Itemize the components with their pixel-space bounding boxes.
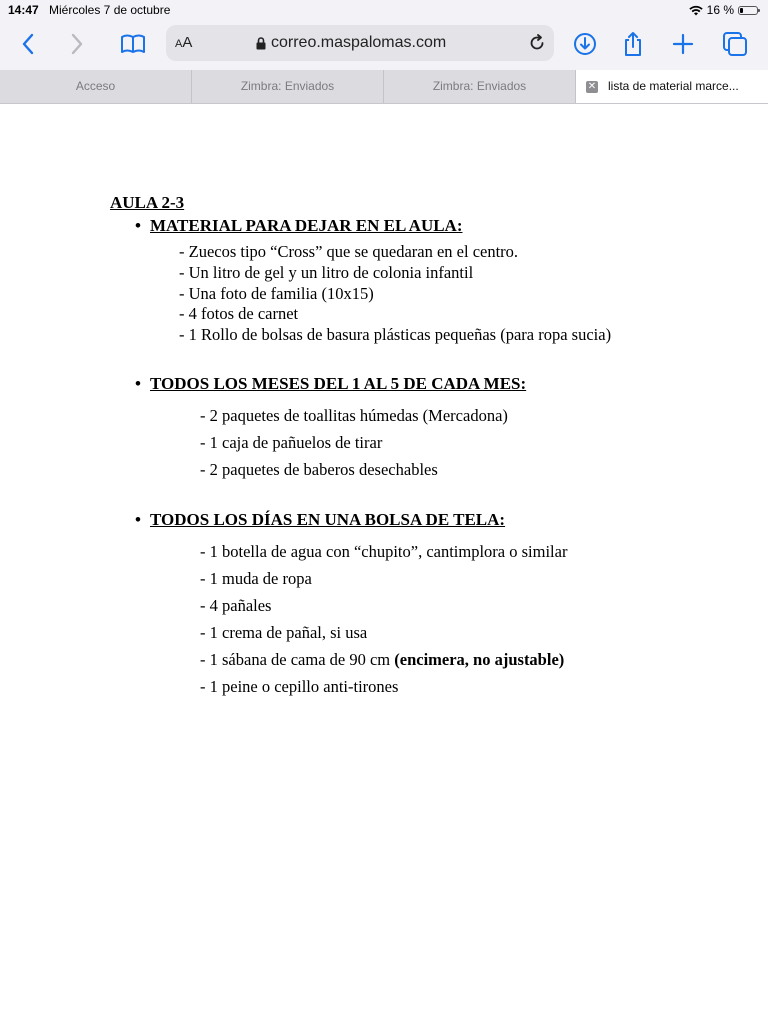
address-bar[interactable] <box>166 25 554 61</box>
status-time: 14:47 <box>8 3 39 17</box>
tab-acceso[interactable]: Acceso <box>0 70 192 103</box>
list-item: - Zuecos tipo “Cross” que se quedaran en el centro. <box>179 242 519 261</box>
document-title: AULA 2-3 <box>110 193 185 212</box>
list-item: - 1 caja de pañuelos de tirar <box>200 433 383 452</box>
battery-icon <box>738 6 758 15</box>
reader-options-button[interactable]: AA <box>175 34 193 51</box>
tab-strip <box>0 70 768 104</box>
bullet-icon: • <box>135 216 141 235</box>
list-item: - Una foto de familia (10x15) <box>179 284 374 303</box>
status-right <box>689 3 758 17</box>
wifi-icon <box>689 5 703 16</box>
url-text: correo.maspalomas.com <box>271 34 447 51</box>
url-display[interactable] <box>256 34 446 52</box>
close-tab-icon[interactable]: ✕ <box>587 80 597 92</box>
list-item: - Un litro de gel y un litro de colonia infantil <box>179 263 474 282</box>
section-heading: • MATERIAL PARA DEJAR EN EL AULA: <box>135 216 463 235</box>
status-bar <box>0 0 768 20</box>
list-item: - 1 muda de ropa <box>200 569 312 588</box>
tab-zimbra-enviados-1[interactable]: Zimbra: Enviados <box>192 70 384 103</box>
browser-toolbar <box>0 20 768 70</box>
list-item: - 4 pañales <box>200 596 272 615</box>
document-viewer <box>0 104 768 1024</box>
battery-percent: 16 % <box>706 3 734 17</box>
list-item: - 1 peine o cepillo anti-tirones <box>200 677 399 696</box>
new-tab-icon[interactable] <box>668 29 698 59</box>
reload-icon[interactable] <box>527 33 547 53</box>
bold-note: (encimera, no ajustable) <box>394 650 565 669</box>
share-icon[interactable] <box>618 29 648 59</box>
bookmarks-icon[interactable] <box>118 29 148 59</box>
back-icon[interactable] <box>13 29 43 59</box>
forward-icon[interactable] <box>62 29 92 59</box>
list-item: - 2 paquetes de toallitas húmedas (Mercadona) <box>200 406 508 425</box>
bullet-icon: • <box>135 374 141 393</box>
list-item: - 1 crema de pañal, si usa <box>200 623 368 642</box>
bullet-icon: • <box>135 510 141 529</box>
tab-title: lista de material marce... <box>608 79 739 93</box>
list-item: - 4 fotos de carnet <box>179 304 299 323</box>
list-item: - 1 botella de agua con “chupito”, cantimplora o similar <box>200 542 568 561</box>
list-item: - 1 Rollo de bolsas de basura plásticas pequeñas (para ropa sucia) <box>179 325 612 344</box>
list-item: - 2 paquetes de baberos desechables <box>200 460 438 479</box>
tab-lista-material[interactable] <box>576 70 768 103</box>
list-item: - 1 sábana de cama de 90 cm (encimera, no ajustable) <box>200 650 565 669</box>
download-icon[interactable] <box>570 29 600 59</box>
tab-zimbra-enviados-2[interactable]: Zimbra: Enviados <box>384 70 576 103</box>
section-heading: • TODOS LOS MESES DEL 1 AL 5 DE CADA MES: <box>135 374 527 393</box>
section-heading: • TODOS LOS DÍAS EN UNA BOLSA DE TELA: <box>135 510 506 529</box>
tab-overview-icon[interactable] <box>720 29 750 59</box>
status-date: Miércoles 7 de octubre <box>49 3 171 17</box>
lock-icon <box>256 37 266 50</box>
